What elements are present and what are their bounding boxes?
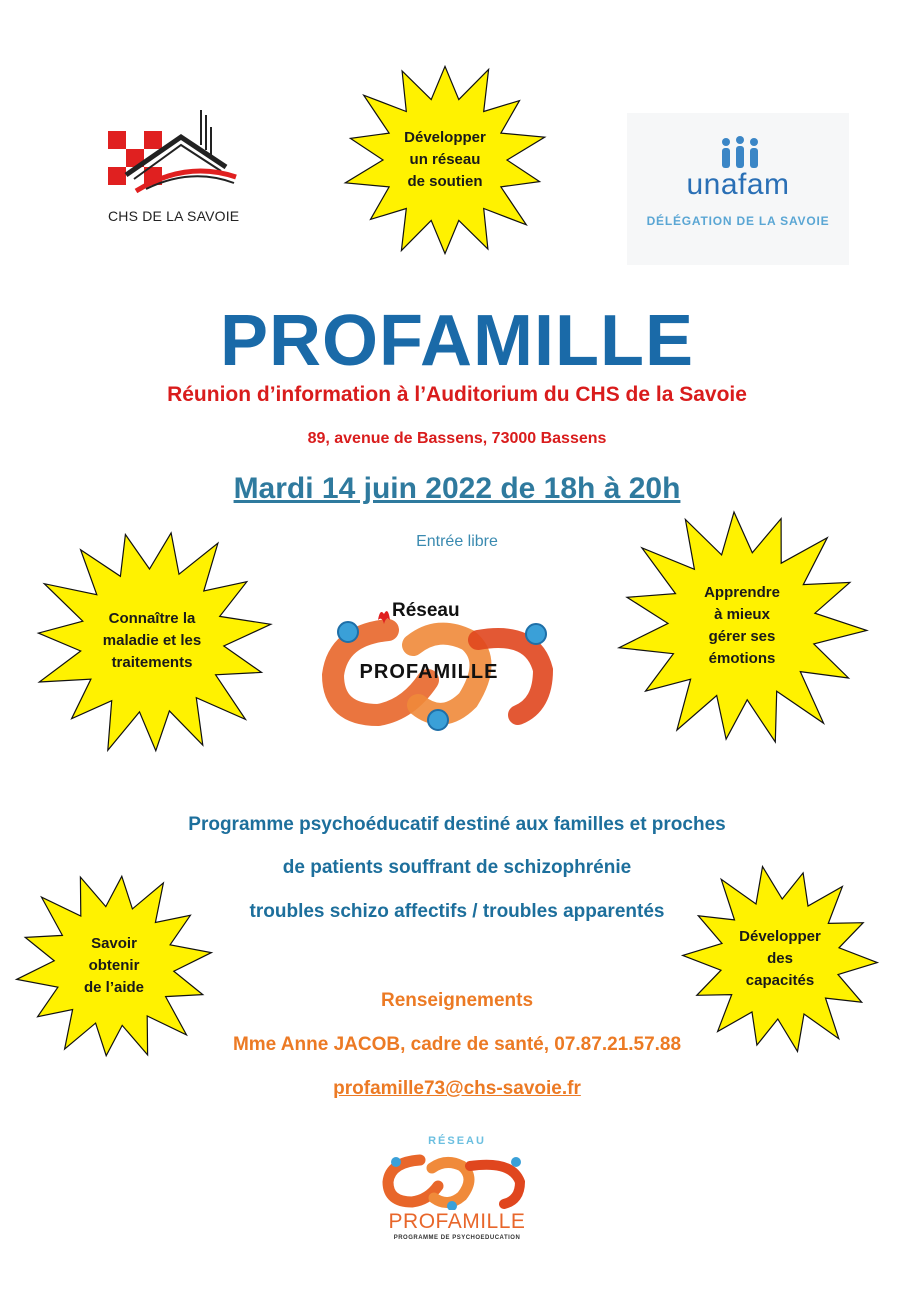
chs-logo xyxy=(106,105,241,205)
unafam-name: unafam xyxy=(686,168,790,201)
entry-note: Entrée libre xyxy=(416,533,498,550)
page-title: PROFAMILLE xyxy=(220,301,694,381)
burst-top xyxy=(340,55,550,265)
event-address: 89, avenue de Bassens, 73000 Bassens xyxy=(307,430,607,447)
program-line-3: troubles schizo affectifs / troubles apparentés xyxy=(249,901,665,922)
burst-bottom-left-text: Savoir obtenir de l’aide xyxy=(83,935,145,996)
bottom-logo-tagline: PROGRAMME DE PSYCHOEDUCATION xyxy=(393,1235,521,1241)
event-subtitle: Réunion d’information à l’Auditorium du CHS de la Savoie xyxy=(167,383,747,406)
program-line-2: de patients souffrant de schizophrénie xyxy=(282,857,632,878)
contact-email xyxy=(0,1078,914,1100)
bottom-logo-reseau: RÉSEAU xyxy=(428,1135,486,1147)
contact-person: Mme Anne JACOB, cadre de santé, 07.87.21.57.88 xyxy=(232,1034,682,1055)
unafam-people-icon xyxy=(718,136,762,172)
bottom-logo-name: PROFAMILLE xyxy=(388,1210,526,1233)
burst-left-text: Connaître la maladie et les traitements xyxy=(102,610,202,671)
logo-profamille-label: PROFAMILLE xyxy=(359,661,499,683)
chs-logo-text: CHS DE LA SAVOIE xyxy=(108,208,240,224)
contact-email-link[interactable]: profamille73@chs-savoie.fr xyxy=(333,1078,581,1099)
logo-reseau-label: Réseau xyxy=(392,600,460,621)
contact-title: Renseignements xyxy=(380,990,534,1011)
event-date xyxy=(0,472,914,506)
bottom-logo-graphic xyxy=(380,1150,530,1210)
burst-bottom-right-text: Développer des capacités xyxy=(739,928,821,989)
burst-bottom-right xyxy=(680,860,880,1058)
program-line-1: Programme psychoéducatif destiné aux familles et proches xyxy=(188,814,726,835)
burst-top-text: Développer un réseau de soutien xyxy=(404,129,486,190)
event-date-text: Mardi 14 juin 2022 de 18h à 20h xyxy=(233,472,681,505)
burst-left xyxy=(30,518,274,764)
unafam-subtitle: DÉLÉGATION DE LA SAVOIE xyxy=(646,214,830,228)
burst-right-text: Apprendre à mieux gérer ses émotions xyxy=(704,584,780,667)
